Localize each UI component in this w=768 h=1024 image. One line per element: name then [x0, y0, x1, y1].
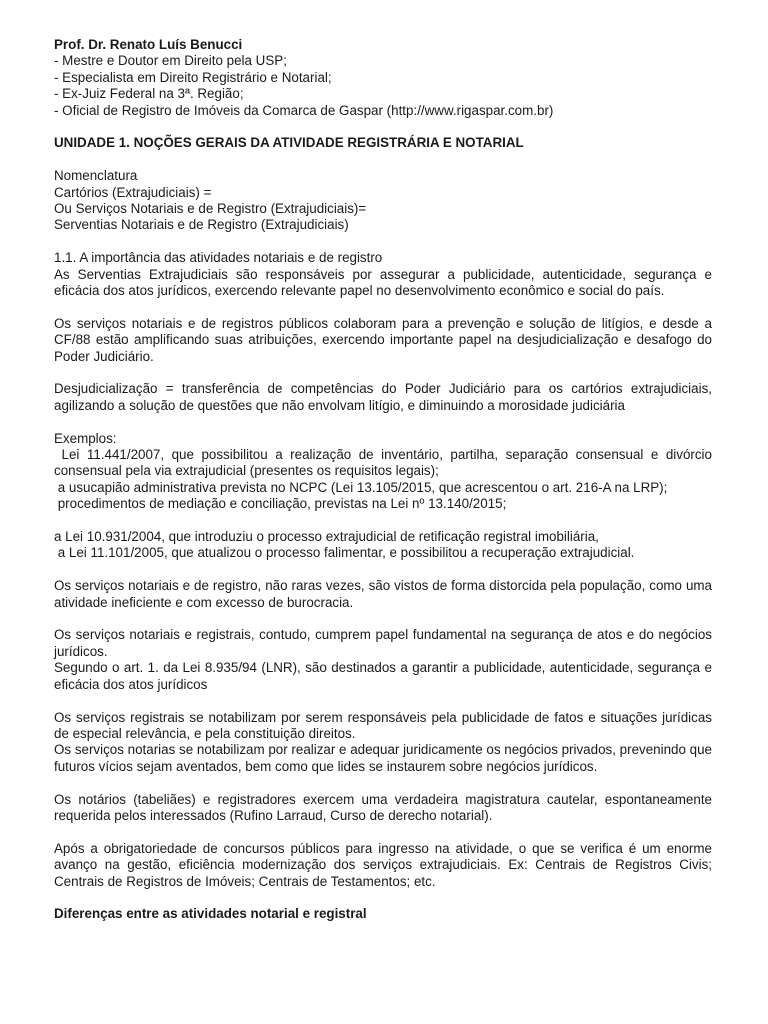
paragraph: Os serviços notariais e de registros públicos colaboram para a prevenção e solução de litígios, e desde a CF/88 estão amplificando suas atribuições, exercendo importante papel na desjudicialização e desafogo do Poder Judiciário. [54, 315, 712, 364]
example-item: Lei 11.441/2007, que possibilitou a realização de inventário, partilha, separação consensual e divórcio consensual pela via extrajudicial (presentes os requisitos legais); [54, 447, 716, 479]
credential-line: - Mestre e Doutor em Direito pela USP; [54, 53, 287, 69]
credential-line: - Ex-Juiz Federal na 3ª. Região; [54, 86, 244, 102]
nomenclature-line: Ou Serviços Notariais e de Registro (Extrajudiciais)= [54, 201, 367, 217]
credential-line: - Especialista em Direito Registrário e Notarial; [54, 69, 332, 85]
paragraph: Os serviços notariais e registrais, contudo, cumprem papel fundamental na segurança de atos e do negócios jurídicos. [54, 627, 712, 659]
paragraph: Desjudicialização = transferência de competências do Poder Judiciário para os cartórios extrajudiciais, agilizando a solução de questões que não envolvam litígio, e diminuindo a morosidade judiciária [54, 381, 712, 413]
unit-heading: UNIDADE 1. NOÇÕES GERAIS DA ATIVIDADE REGISTRÁRIA E NOTARIAL [54, 135, 524, 151]
paragraph: Os notários (tabeliães) e registradores exercem uma verdadeira magistratura cautelar, espontaneamente requerida pelos interessados (Rufino Larraud, Curso de derecho notarial). [54, 791, 712, 823]
credential-line: - Oficial de Registro de Imóveis da Comarca de Gaspar (http://www.rigaspar.com.br) [54, 102, 554, 118]
nomenclature-line: Nomenclatura [54, 168, 138, 184]
paragraph: Os serviços notariais e de registro, não raras vezes, são vistos de forma distorcida pela população, como uma atividade ineficiente e com excesso de burocracia. [54, 578, 712, 610]
nomenclature-line: Serventias Notariais e de Registro (Extrajudiciais) [54, 217, 349, 233]
example-item: a Lei 11.101/2005, que atualizou o processo falimentar, e possibilitou a recuperação extrajudicial. [54, 545, 635, 561]
paragraph: As Serventias Extrajudiciais são responsáveis por assegurar a publicidade, autenticidade, segurança e eficácia dos atos jurídicos, exercendo relevante papel no desenvolvimento econômico e social do país. [54, 266, 712, 299]
example-item: a Lei 10.931/2004, que introduziu o processo extrajudicial de retificação registral imobiliária, [54, 529, 599, 545]
paragraph: Após a obrigatoriedade de concursos públicos para ingresso na atividade, o que se verifica é um enorme avanço na gestão, eficiência modernização dos serviços extrajudiciais. Ex: Centrais de Registros Civis; Centrais de Registros de Imóveis; Centrais de Testamentos; etc. [54, 840, 712, 889]
paragraph: Segundo o art. 1. da Lei 8.935/94 (LNR), são destinados a garantir a publicidade, autenticidade, segurança e eficácia dos atos jurídicos [54, 660, 712, 692]
paragraph: Os serviços notarias se notabilizam por realizar e adequar juridicamente os negócios privados, prevenindo que futuros vícios sejam aventados, bem como que lides se instaurem sobre negócios jurídicos. [54, 742, 712, 774]
paragraph: Os serviços registrais se notabilizam por serem responsáveis pela publicidade de fatos e situações jurídicas de especial relevância, e pela constituição direitos. [54, 709, 712, 741]
section-heading: Diferenças entre as atividades notarial e registral [54, 906, 367, 922]
nomenclature-line: Cartórios (Extrajudiciais) = [54, 184, 212, 200]
section-title: 1.1. A importância das atividades notariais e de registro [54, 250, 383, 266]
example-item: a usucapião administrativa prevista no NCPC (Lei 13.105/2015, que acrescentou o art. 216-A na LRP); [54, 479, 668, 495]
author-name: Prof. Dr. Renato Luís Benucci [54, 37, 243, 52]
example-item: procedimentos de mediação e conciliação, previstas na Lei nº 13.140/2015; [54, 496, 507, 512]
examples-label: Exemplos: [54, 430, 117, 446]
